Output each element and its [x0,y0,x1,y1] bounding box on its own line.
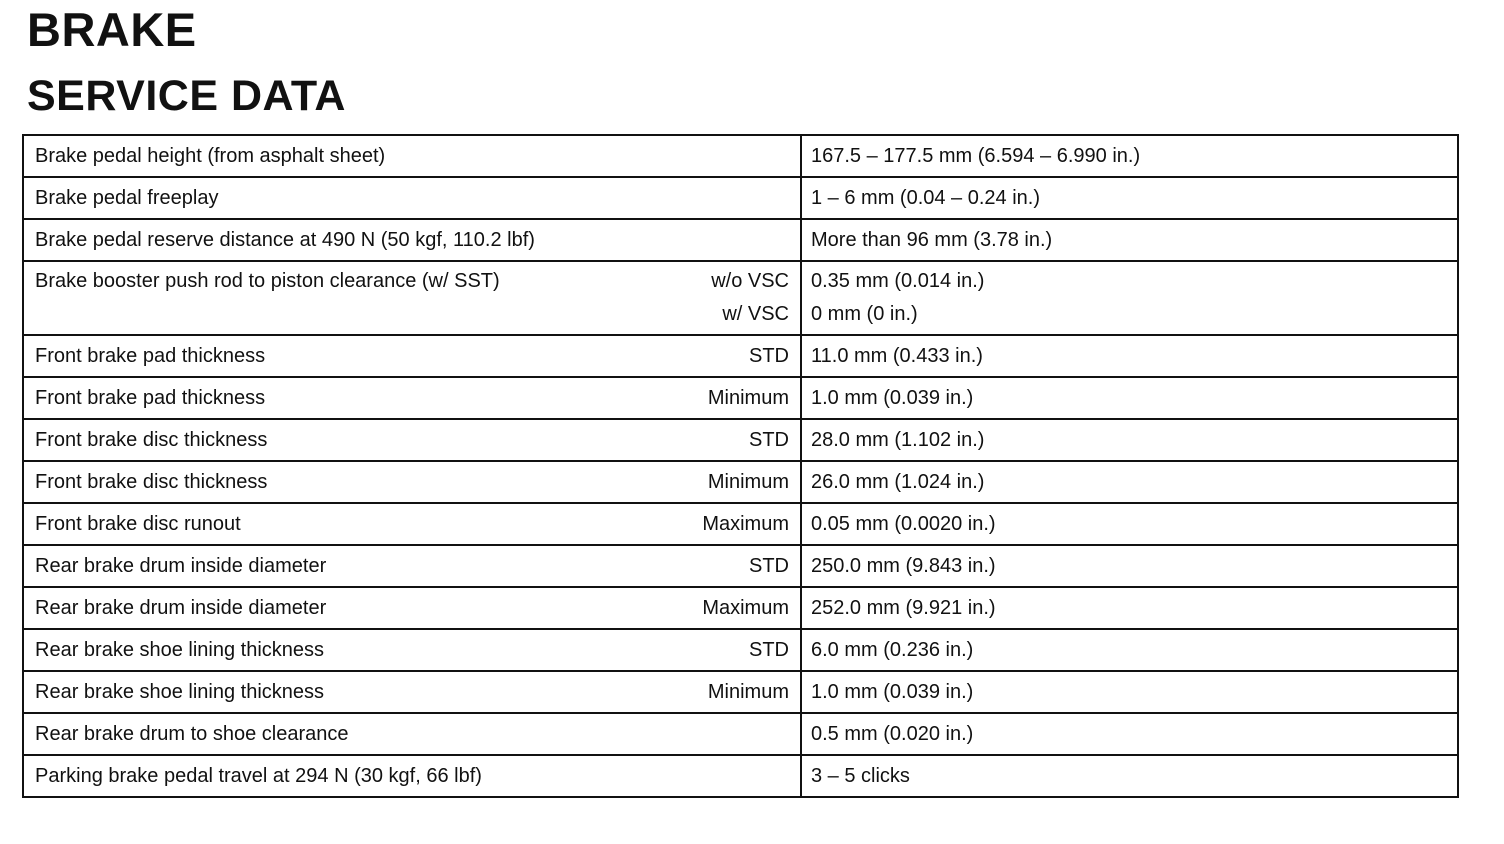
table-row [23,629,1458,671]
value-cell: 252.0 mm (9.921 in.) [801,587,1458,629]
table-row [23,177,1458,219]
condition-label: Minimum [707,470,789,493]
condition-label: STD [749,344,789,367]
item-label: Rear brake drum inside diameter [35,596,327,619]
item-label: Parking brake pedal travel at 294 N (30 kgf, 66 lbf) [35,764,482,787]
item-label: Front brake pad thickness [35,344,266,367]
table-row [23,335,1458,377]
value-cell: 6.0 mm (0.236 in.) [801,629,1458,671]
condition-label: STD [749,428,789,451]
item-label: Rear brake drum to shoe clearance [35,722,349,745]
value-cell: 28.0 mm (1.102 in.) [801,419,1458,461]
item-label: Front brake disc thickness [35,428,268,451]
item-label: Brake pedal height (from asphalt sheet) [35,144,386,167]
condition-label: Minimum [707,680,789,703]
page-title: BRAKE [27,3,197,56]
item-cell [23,419,801,461]
item-cell [23,261,801,335]
item-cell [23,713,801,755]
section-title: SERVICE DATA [27,72,346,120]
item-label: Rear brake shoe lining thickness [35,680,325,703]
value-cell: 1.0 mm (0.039 in.) [801,671,1458,713]
value-cell: More than 96 mm (3.78 in.) [801,219,1458,261]
item-cell [23,377,801,419]
value-line: 0.35 mm (0.014 in.) [811,270,985,292]
value-cell: 26.0 mm (1.024 in.) [801,461,1458,503]
table-row [23,377,1458,419]
item-cell [23,545,801,587]
value-cell: 3 – 5 clicks [801,755,1458,797]
value-line: 0 mm (0 in.) [811,303,918,325]
item-cell [23,671,801,713]
item-label: Brake pedal freeplay [35,186,219,209]
item-cell [23,587,801,629]
condition-label: STD [749,638,789,661]
item-label: Brake booster push rod to piston clearance (w/ SST) [35,270,500,292]
item-cell [23,335,801,377]
item-cell [23,177,801,219]
value-cell: 11.0 mm (0.433 in.) [801,335,1458,377]
value-cell: 167.5 – 177.5 mm (6.594 – 6.990 in.) [801,135,1458,177]
table-row [23,219,1458,261]
table-row [23,545,1458,587]
item-cell [23,219,801,261]
condition-label: w/o VSC [711,270,789,292]
table-row [23,755,1458,797]
table-row [23,461,1458,503]
table-row [23,713,1458,755]
table-row [23,503,1458,545]
item-label: Brake pedal reserve distance at 490 N (50 kgf, 110.2 lbf) [35,228,535,251]
item-cell [23,461,801,503]
value-cell: 1 – 6 mm (0.04 – 0.24 in.) [801,177,1458,219]
condition-label: Maximum [702,596,789,619]
value-cell: 1.0 mm (0.039 in.) [801,377,1458,419]
table-row [23,135,1458,177]
table-row [23,587,1458,629]
table-row [23,671,1458,713]
item-label: Rear brake drum inside diameter [35,554,327,577]
condition-label: STD [749,554,789,577]
table-row [23,261,1458,335]
value-cell: 0.5 mm (0.020 in.) [801,713,1458,755]
item-label: Front brake disc thickness [35,470,268,493]
condition-label: Minimum [707,386,789,409]
table-row [23,419,1458,461]
item-label: Front brake pad thickness [35,386,266,409]
value-cell: 250.0 mm (9.843 in.) [801,545,1458,587]
item-label: Rear brake shoe lining thickness [35,638,325,661]
condition-label: Maximum [702,512,789,535]
item-cell [23,755,801,797]
item-label: Front brake disc runout [35,512,241,535]
item-cell [23,503,801,545]
service-data-table [22,134,1459,798]
item-cell [23,135,801,177]
condition-label: w/ VSC [722,303,789,325]
item-cell [23,629,801,671]
value-cell: 0.05 mm (0.0020 in.) [801,503,1458,545]
value-cell [801,261,1458,335]
